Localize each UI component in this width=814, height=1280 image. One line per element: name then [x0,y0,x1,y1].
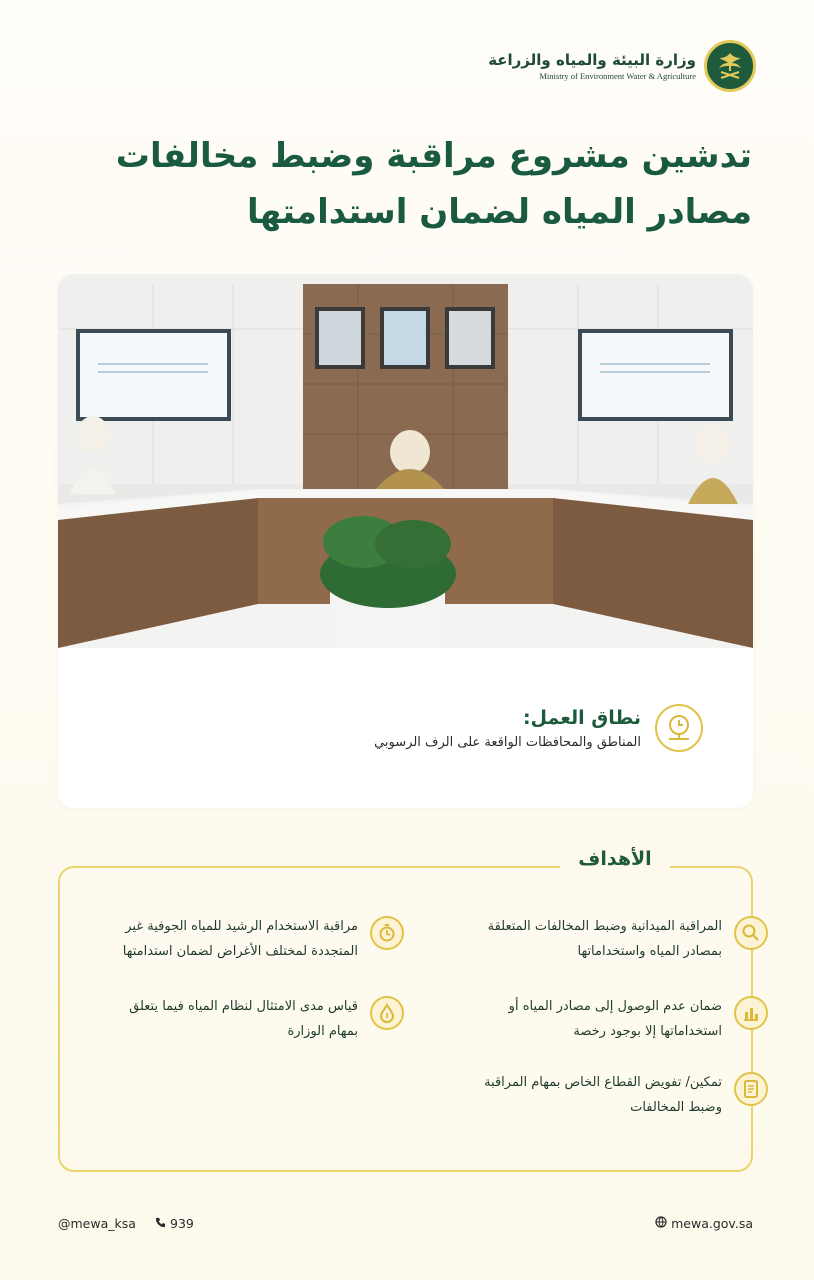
globe-icon [655,1216,667,1231]
phone-icon [155,1216,166,1231]
goal-text-5: تمكين/ تفويض القطاع الخاص بمهام المراقبة وضبط المخالفات [484,1075,722,1115]
goal-item-3 [478,994,768,1044]
social-handle[interactable] [58,1216,136,1231]
scope-heading: نطاق العمل: [522,706,641,729]
meeting-room-photo [58,274,753,648]
magnifier-icon [734,916,768,950]
website-link[interactable] [655,1216,753,1231]
info-card [58,274,753,808]
ministry-logo [488,40,756,92]
chart-icon [734,996,768,1030]
palm-swords-emblem-icon [704,40,756,92]
page-title-line-2: مصادر المياه لضمان استدامتها [246,192,752,232]
scope-section [374,704,703,752]
phone-number-text: 939 [170,1216,194,1231]
page-title-line-1: تدشين مشروع مراقبة وضبط مخالفات [115,136,752,176]
website-text: mewa.gov.sa [671,1216,753,1231]
stopwatch-icon [370,916,404,950]
footer [58,1216,753,1236]
goal-item-2 [104,914,404,964]
goal-item-4 [104,994,404,1044]
goal-item-5 [478,1070,768,1120]
phone-number[interactable] [155,1216,194,1231]
ministry-name-ar: وزارة البيئة والمياه والزراعة [488,51,696,69]
ministry-name-en: Ministry of Environment Water & Agriculture [539,71,696,81]
goal-text-1: المراقبة الميدانية وضبط المخالفات المتعلقة بمصادر المياه واستخداماتها [487,919,722,959]
social-handle-text: @mewa_ksa [58,1216,136,1231]
goal-text-3: ضمان عدم الوصول إلى مصادر المياه أو استخداماتها إلا بوجود رخصة [508,999,722,1039]
water-drop-icon [370,996,404,1030]
scope-text: المناطق والمحافظات الواقعة على الرف الرسوبي [374,734,641,750]
document-icon [734,1072,768,1106]
goals-heading: الأهداف [560,848,670,874]
goal-text-4: قياس مدى الامتثال لنظام المياه فيما يتعلق بمهام الوزارة [129,999,358,1039]
gauge-icon [655,704,703,752]
goal-text-2: مراقبة الاستخدام الرشيد للمياه الجوفية غير المتجددة لمختلف الأغراض لضمان استدامتها [122,919,358,959]
goal-item-1 [478,914,768,964]
page-title [112,128,752,240]
